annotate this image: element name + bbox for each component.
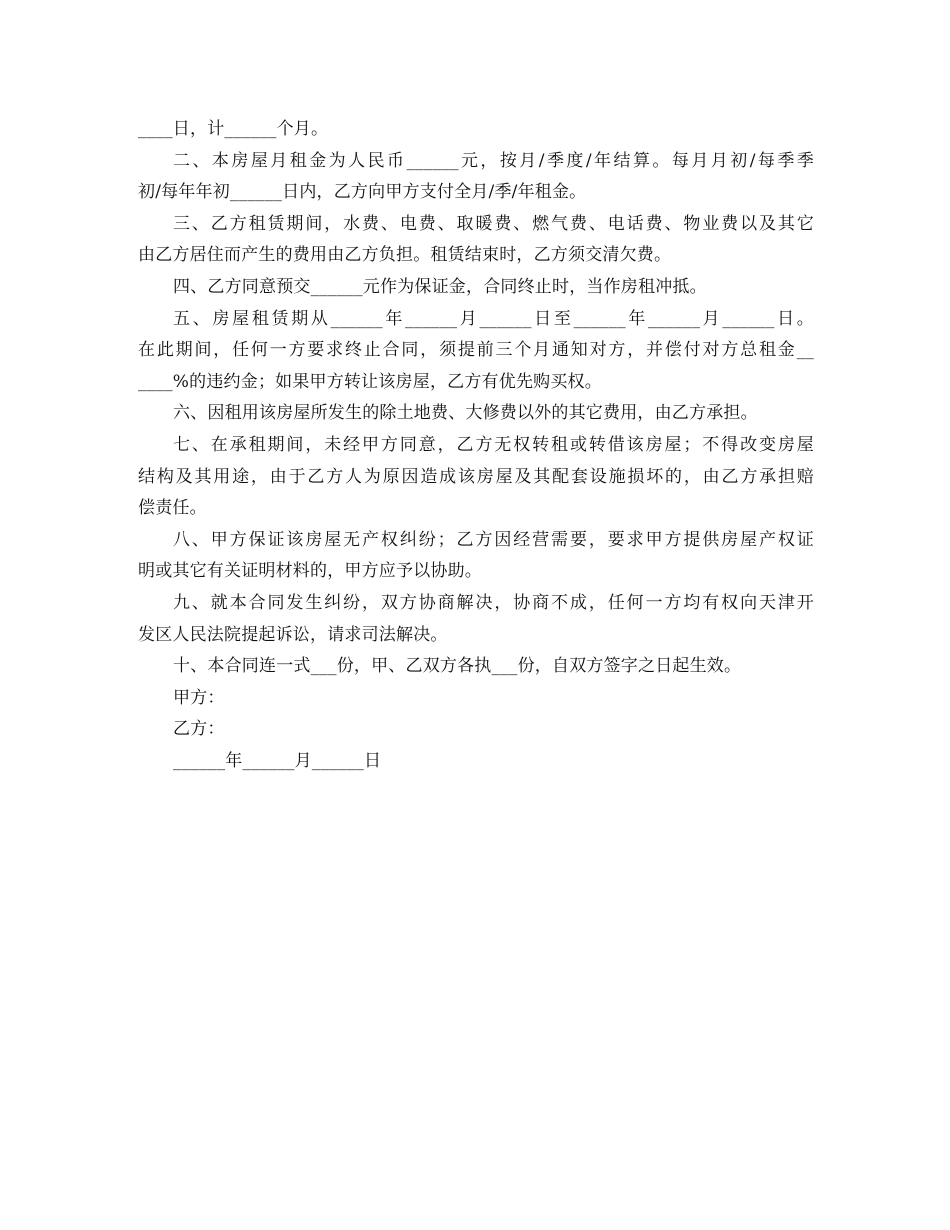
text-line: 结构及其用途，由于乙方人为原因造成该房屋及其配套设施损坏的，由乙方承担赔 — [138, 466, 814, 487]
text-line: 二、本房屋月租金为人民币______元，按月/季度/年结算。每月月初/每季季 — [173, 150, 814, 171]
text-line: 由乙方居住而产生的费用由乙方负担。租赁结束时，乙方须交清欠费。 — [138, 245, 672, 266]
party-b-label: 乙方： — [173, 719, 225, 740]
date-line: ______年______月______日 — [173, 750, 382, 771]
party-a-label: 甲方： — [173, 687, 225, 708]
text-line: 在此期间，任何一方要求终止合同，须提前三个月通知对方，并偿付对方总租金__ — [138, 340, 814, 361]
text-line: 五、房屋租赁期从______年______月______日至______年______月______日。 — [173, 308, 814, 329]
text-line: 八、甲方保证该房屋无产权纠纷；乙方因经营需要，要求甲方提供房屋产权证 — [173, 529, 814, 550]
text-line: 六、因租用该房屋所发生的除土地费、大修费以外的其它费用，由乙方承担。 — [173, 403, 758, 424]
text-line: 发区人民法院提起诉讼，请求司法解决。 — [138, 624, 448, 645]
text-line: 三、乙方租赁期间，水费、电费、取暖费、燃气费、电话费、物业费以及其它 — [173, 213, 814, 234]
text-line: 四、乙方同意预交______元作为保证金，合同终止时，当作房租冲抵。 — [173, 276, 707, 297]
text-line: 初/每年年初______日内，乙方向甲方支付全月/季/年租金。 — [138, 182, 587, 203]
text-line: 十、本合同连一式___份，甲、乙双方各执___份，自双方签字之日起生效。 — [173, 656, 742, 677]
text-line: ____日，计______个月。 — [138, 119, 329, 139]
text-line: 九、就本合同发生纠纷，双方协商解决，协商不成，任何一方均有权向天津开 — [173, 592, 814, 613]
text-line: 明或其它有关证明材料的，甲方应予以协助。 — [138, 561, 482, 582]
text-line: 偿责任。 — [138, 498, 207, 519]
text-line: ____%的违约金；如果甲方转让该房屋，乙方有优先购买权。 — [138, 371, 602, 392]
contract-page — [138, 114, 814, 777]
text-line: 七、在承租期间，未经甲方同意，乙方无权转租或转借该房屋；不得改变房屋 — [173, 434, 814, 455]
